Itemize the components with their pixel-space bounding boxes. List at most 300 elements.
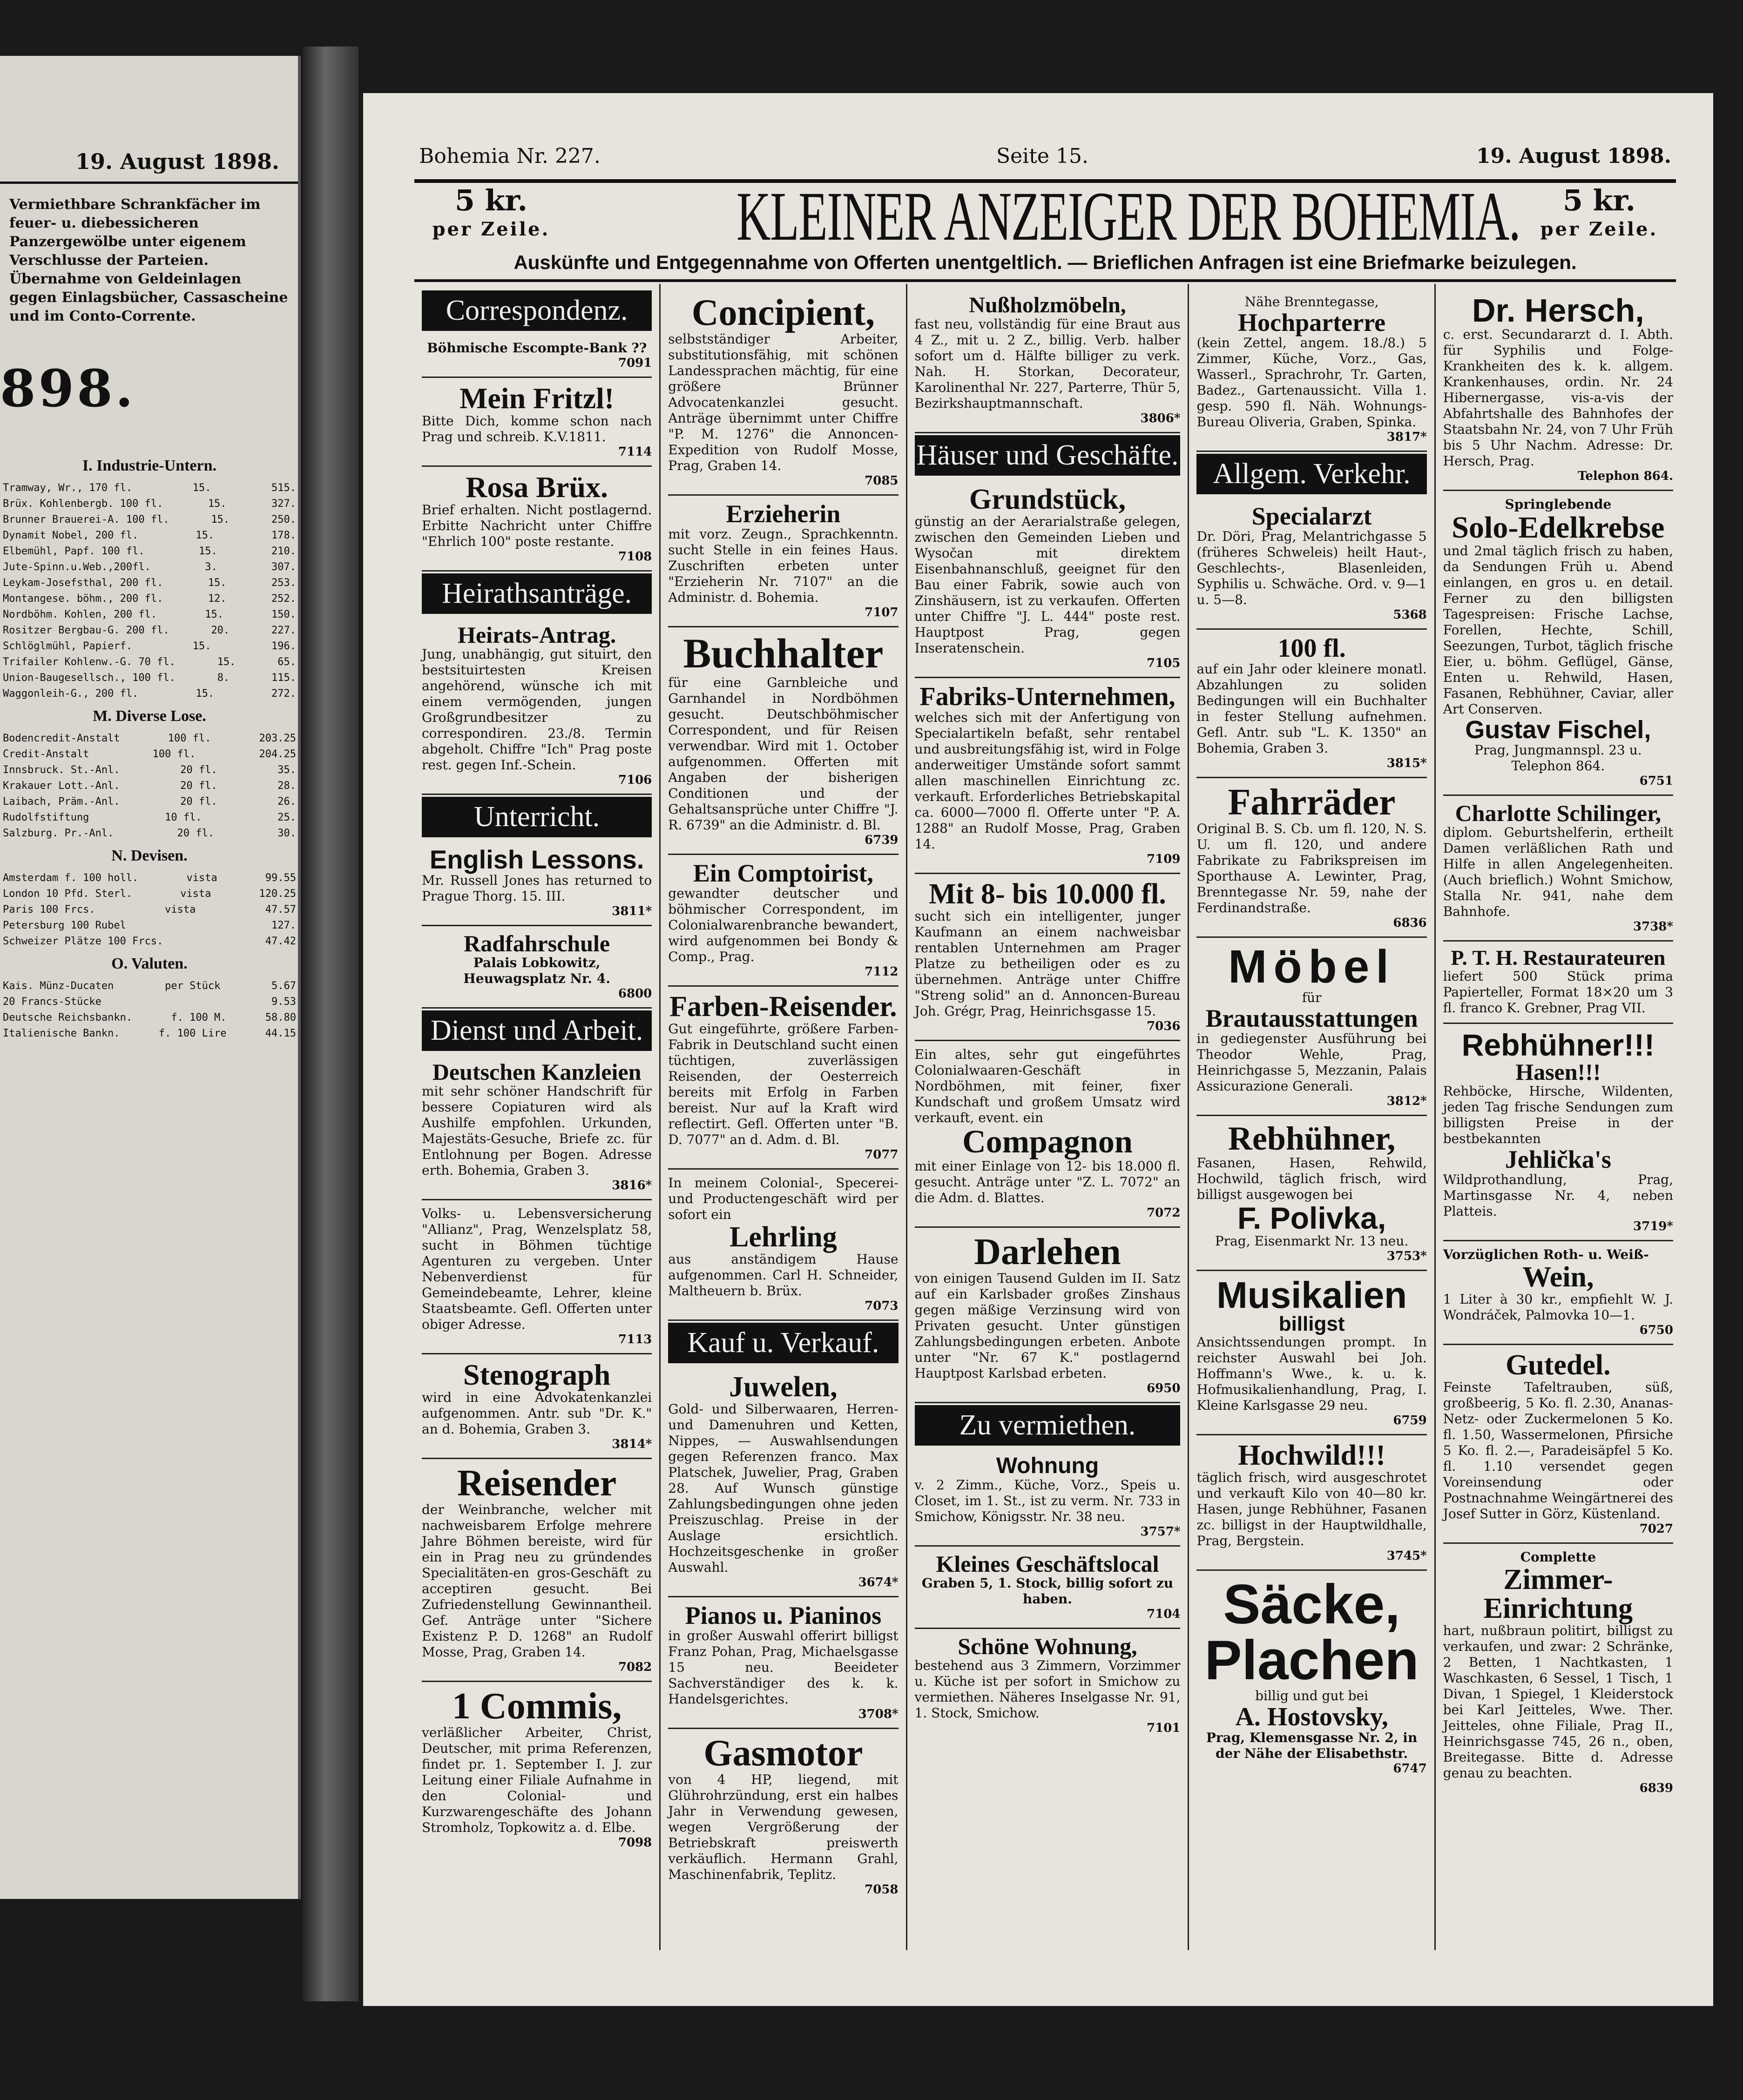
stock-row — [3, 826, 296, 841]
ad-text: 3816* — [612, 1178, 652, 1192]
ad-text: 6839 — [1639, 1781, 1673, 1795]
masthead-rule — [414, 279, 1676, 282]
classified-ad — [668, 855, 898, 987]
ad-text: 3814* — [612, 1437, 652, 1451]
ad-text: Complette — [1520, 1549, 1596, 1565]
ad-text: Salzburg. Pr.-Anl. — [3, 828, 114, 839]
ad-text: 6800 — [618, 987, 652, 1001]
stock-row — [3, 512, 296, 528]
ad-text: 7105 — [1147, 656, 1181, 670]
classified-ad — [915, 874, 1181, 1041]
ad-text: 327. — [271, 498, 296, 510]
ad-text: aus anständigem Hause aufgenommen. Carl H. Schneider, Maltheuern b. Brüx. — [668, 1252, 899, 1299]
ad-text: 7027 — [1639, 1522, 1673, 1536]
ad-text: 15. — [217, 656, 236, 668]
left-page-date: 19. August 1898. — [75, 149, 279, 174]
price-right — [1522, 183, 1676, 244]
page-number: Seite 15. — [996, 144, 1088, 168]
section-heading: Allgem. Verkehr. — [1196, 454, 1426, 494]
ad-text: In meinem Colonial-, Specerei- und Productengeschäft wird per sofort ein — [668, 1175, 899, 1222]
ad-text: Vorzüglichen Roth- u. Weiß- — [1443, 1247, 1649, 1262]
ad-text: Solo-Edelkrebse — [1452, 511, 1665, 545]
ad-text: billig und gut bei — [1255, 1688, 1369, 1703]
ad-text: vista — [165, 904, 196, 915]
ad-text: Möbel — [1228, 941, 1396, 993]
ad-text: Gut eingeführte, größere Farben-Fabrik in Deutschland sucht einen tüchtigen, zuverlässigen Reisenden, der Oesterreich bereits mit Erfolg in Farben bereist. Nur auf la Kraft wird reflectirt. Gefl. Offerten unter "B. D. 7077" an d. Adm. d. Bl. — [668, 1021, 899, 1147]
ad-text: Gold- und Silberwaaren, Herren- und Damenuhren und Ketten, Nippes, — Auswahlsendungen gegen Referenzen franco. Max Platschek, Juwelier, Prag, Graben 28. Auf Wunsch günstige Zahlungsbedingungen ohne jeden Preiszuschlag. Preise in der Auslage ersichtlich. Hochzeitsgeschenke in großer Auswahl. — [668, 1401, 899, 1575]
ad-text: 15. — [208, 498, 227, 510]
ad-text: 9.53 — [271, 996, 296, 1008]
ad-text: 15. — [208, 577, 227, 589]
ad-text: Laibach, Präm.-Anl. — [3, 796, 120, 808]
ad-text: Mein Fritzl! — [459, 382, 615, 415]
ad-text: 7112 — [865, 965, 899, 979]
stock-list — [3, 451, 296, 1042]
ad-text: Kleines Geschäftslocal — [936, 1551, 1159, 1577]
ad-text: billigst — [1278, 1312, 1345, 1335]
ad-text: 307. — [271, 561, 296, 573]
ad-text: Grundstück, — [969, 484, 1126, 515]
ad-text: London 10 Pfd. Sterl. — [3, 888, 133, 900]
ad-text: Graben 5, 1. Stock, billig sofort zu haben. — [921, 1575, 1174, 1607]
classified-ad — [915, 1449, 1181, 1547]
ad-text: 7114 — [618, 445, 652, 459]
ad-text: 203.25 — [259, 733, 296, 744]
ad-text: Wohnung — [996, 1454, 1099, 1478]
ad-text: Mit 8- bis 10.000 fl. — [929, 878, 1166, 910]
classified-ad — [422, 378, 652, 467]
ad-text: Schweizer Plätze 100 Frcs. — [3, 936, 163, 947]
ad-text: Elbemühl, Papf. 100 fl. — [3, 545, 145, 557]
classified-ad — [915, 1629, 1181, 1742]
ad-text: 3757* — [1140, 1525, 1181, 1539]
ad-text: Fahrräder — [1228, 782, 1396, 823]
ad-text: Dr. Döri, Prag, Melantrichgasse 5 (früheres Schweleis) heilt Haut-, Geschlechts-, Blasenleiden, Syphilis u. Schwäche. Ord. v. 9—1 u. 5—8. — [1196, 529, 1427, 607]
stock-row — [3, 686, 296, 702]
ad-text: Rudolfstiftung — [3, 812, 89, 823]
ad-text: Specialarzt — [1251, 502, 1372, 530]
stock-row — [3, 810, 296, 826]
ad-text: vista — [180, 888, 211, 900]
ad-text: 44.15 — [265, 1028, 296, 1039]
ad-text: Hochwild!!! — [1238, 1440, 1386, 1471]
ad-text: Prag, Klemensgasse Nr. 2, in der Nähe der Elisabethstr. — [1206, 1730, 1418, 1761]
ad-text: für eine Garnbleiche und Garnhandel in Nordböhmen gesucht. Deutschböhmischer Correspondent, und für Reisen verwendbar. Wird mit 1. October aufgenommen. Offerten mit Angaben der bisherigen Conditionen und der Gehaltsansprüche unter Chiffre "J. R. 6739" an die Administr. d. Bl. — [668, 675, 899, 833]
ad-text: 3815* — [1386, 756, 1427, 770]
ad-text: 3708* — [858, 1707, 899, 1721]
ad-text: Deutsche Reichsbankn. — [3, 1012, 133, 1023]
ad-text: Nordböhm. Kohlen, 200 fl. — [3, 609, 157, 620]
ad-text: Säcke, — [1223, 1573, 1400, 1636]
ad-text: 1 Commis, — [452, 1686, 622, 1727]
ad-text: 6750 — [1639, 1323, 1673, 1337]
ad-text: Juwelen, — [729, 1371, 838, 1403]
left-page-fragment — [0, 56, 301, 1899]
ad-text: 3674* — [858, 1575, 899, 1589]
column-5 — [1436, 284, 1681, 1950]
classified-ad — [1196, 778, 1426, 938]
classified-ad — [1196, 289, 1426, 452]
stock-row — [3, 607, 296, 623]
ad-text: Schlöglmühl, Papierf. — [3, 640, 133, 652]
ad-text: 6950 — [1147, 1381, 1181, 1395]
section-heading: Unterricht. — [422, 797, 652, 837]
ad-text: 115. — [271, 672, 296, 684]
ad-text: Dynamit Nobel, 200 fl. — [3, 530, 139, 541]
ad-text: täglich frisch, wird ausgeschrotet und verkauft Kilo von 40—80 kr. Hasen, junge Rebhühner, Fasanen zc. billigst in der Hauptwildhalle, Prag, Bergstein. — [1196, 1470, 1427, 1548]
section-heading: Häuser und Geschäfte. — [915, 435, 1181, 476]
section-heading: Zu vermiethen. — [915, 1405, 1181, 1446]
classified-ad — [1443, 942, 1673, 1024]
ad-text: 7106 — [618, 773, 652, 787]
stock-row — [3, 1026, 296, 1042]
ad-text: Zimmer-Einrichtung — [1483, 1564, 1633, 1624]
ad-text: Rebhühner!!! — [1461, 1028, 1655, 1062]
ad-text: Credit-Anstalt — [3, 748, 89, 760]
classified-ad — [915, 678, 1181, 874]
issue-date: 19. August 1898. — [1476, 144, 1671, 168]
ad-text: 15. — [196, 530, 215, 541]
ad-text: Charlotte Schilinger, — [1455, 800, 1662, 826]
classified-ad — [422, 841, 652, 926]
classified-ad — [1443, 796, 1673, 942]
ad-text: P. T. H. Restaurateuren — [1451, 946, 1666, 969]
classified-ad — [1443, 289, 1673, 491]
ad-text: 7073 — [865, 1299, 899, 1313]
ad-text: mit vorz. Zeugn., Sprachkenntn. sucht Stelle in ein feines Haus. Zuschriften erbeten unter "Erzieherin Nr. 7107" an die Administr. d. Bohemia. — [668, 526, 899, 605]
ad-text: 35. — [277, 764, 296, 776]
ad-text: Bitte Dich, komme schon nach Prag und schreib. K.V.1811. — [422, 413, 652, 444]
ad-text: Mr. Russell Jones has returned to Prague Thorg. 15. III. — [422, 873, 652, 904]
ad-text: 204.25 — [259, 748, 296, 760]
ad-text: 515. — [271, 482, 296, 494]
ad-text: 15. — [192, 482, 211, 494]
stock-row — [3, 731, 296, 747]
ad-text: per Stück — [165, 980, 221, 992]
column-2 — [661, 284, 907, 1950]
classified-ad — [668, 987, 898, 1170]
ad-text: 227. — [271, 625, 296, 636]
ad-text: 25. — [277, 812, 296, 823]
classified-ad — [422, 1055, 652, 1200]
ad-text: 150. — [271, 609, 296, 620]
stock-row — [3, 496, 296, 512]
ad-text: 10 fl. — [165, 812, 202, 823]
ad-text: 15. — [192, 640, 211, 652]
ad-text: selbstständiger Arbeiter, substitutionsfähig, mit schönen Landessprachen mächtig, für eine größere Brünner Advocatenkanzlei gesucht. Anträge übernimmt unter Chiffre "P. M. 1276" die Annoncen-Expedition von Rudolf Mosse, Prag, Graben 14. — [668, 331, 899, 473]
classified-ad — [668, 1170, 898, 1321]
classified-ad — [1196, 1271, 1426, 1435]
ad-text: v. 2 Zimm., Küche, Vorz., Speis u. Closet, im 1. St., ist zu verm. Nr. 733 in Smichow, Königsstr. Nr. 38 neu. — [914, 1477, 1181, 1524]
ad-text: Feinste Tafeltrauben, süß, großbeerig, 5 Ko. fl. 2.30, Ananas-Netz- oder Zuckermelonen 5 Ko. fl. 1.50, Wassermelonen, Pfirsiche 5 Ko. fl. 2.—, Paradeisäpfel 5 Ko. fl. 1.10 versendet gegen Voreinsendung oder Postnachnahme Weingärtnerei des Josef Sutter in Görz, Küstenland. — [1443, 1380, 1673, 1521]
ad-text: Wildprothandlung, Prag, Martinsgasse Nr. 4, neben Platteis. — [1443, 1172, 1673, 1219]
stock-row — [3, 918, 296, 934]
ad-text: 6836 — [1393, 916, 1427, 930]
ad-text: 252. — [271, 593, 296, 605]
ad-text: 6739 — [865, 833, 899, 847]
classified-ad — [422, 467, 652, 572]
ad-text: c. erst. Secundararzt d. I. Abth. für Syphilis und Folge-Krankheiten des k. k. allgem. Krankenhauses, ordin. Nr. 24 Hibernergasse, vis-a-vis der Abfahrtshalle des Bahnhofes der Staatsbahn Nr. 24, von 7 Uhr Früh bis 5 Uhr Nachm. Adresse: Dr. Hersch, Prag. — [1443, 327, 1673, 469]
ad-text: 7085 — [865, 474, 899, 488]
ad-text: Innsbruck. St.-Anl. — [3, 764, 120, 776]
classified-columns — [414, 284, 1681, 1950]
ad-text: 7101 — [1147, 1721, 1181, 1735]
ad-text: Gutedel. — [1506, 1349, 1611, 1381]
ad-text: 3811* — [612, 904, 652, 918]
ad-text: 3745* — [1386, 1549, 1427, 1563]
ad-text: in gediegenster Ausführung bei Theodor Wehle, Prag, Heinrichgasse 5, Mezzanin, Palais Assicurazione Generali. — [1196, 1031, 1427, 1094]
ad-text: 20 fl. — [180, 764, 217, 776]
ad-text: 6747 — [1393, 1762, 1427, 1776]
ad-text: Rosa Brüx. — [466, 471, 608, 504]
ad-text: Wein, — [1522, 1261, 1594, 1293]
classified-ad — [422, 1682, 652, 1856]
ad-text: 47.57 — [265, 904, 296, 915]
ad-text: Lehrling — [729, 1221, 837, 1253]
stock-row — [3, 654, 296, 670]
classified-ad — [668, 627, 898, 855]
stock-row — [3, 670, 296, 686]
section-heading: Dienst und Arbeit. — [422, 1010, 652, 1051]
ad-text: Petersburg 100 Rubel — [3, 920, 126, 931]
classified-ad — [915, 479, 1181, 678]
ad-text: 7098 — [618, 1836, 652, 1850]
classified-ad — [1443, 1345, 1673, 1544]
ad-text: von 4 HP, liegend, mit Glührohrzündung, erst ein halbes Jahr in Verwendung gewesen, wegen Vergrößerung der Betriebskraft preiswerth verkäuflich. Hermann Grahl, Maschinenfabrik, Teplitz. — [668, 1772, 899, 1882]
ad-text: Union-Baugesellsch., 100 fl. — [3, 672, 176, 684]
ad-text: Hasen!!! — [1515, 1059, 1601, 1085]
stock-section-heading: I. Industrie-Untern. — [82, 457, 217, 474]
ad-text: 100 fl. — [168, 733, 211, 744]
ad-text: 272. — [271, 688, 296, 700]
stock-row — [3, 870, 296, 886]
ad-text: vista — [186, 872, 217, 884]
price-left — [414, 183, 568, 244]
ad-text: Fasanen, Hasen, Rehwild, Hochwild, täglich frisch, wird billigst ausgewogen bei — [1196, 1155, 1427, 1202]
classified-ad — [1196, 938, 1426, 1116]
ad-text: 7109 — [1147, 852, 1181, 866]
classified-ad — [915, 1228, 1181, 1403]
ad-text: Brautausstattungen — [1205, 1004, 1418, 1032]
ad-text: 7091 — [618, 356, 652, 370]
ad-text: 20 fl. — [180, 780, 217, 792]
stock-row — [3, 639, 296, 654]
ad-text: Jehlička's — [1505, 1145, 1611, 1173]
classified-ad — [1196, 498, 1426, 630]
stock-row — [3, 994, 296, 1010]
stock-row — [3, 544, 296, 559]
classified-ad — [1443, 491, 1673, 796]
ad-text: wird in eine Advokatenkanzlei aufgenommen. Antr. sub "Dr. K." an d. Bohemia, Graben 3. — [422, 1390, 652, 1437]
section-heading: Kauf u. Verkauf. — [668, 1323, 898, 1363]
stock-row — [3, 778, 296, 794]
classified-ad — [1443, 1544, 1673, 1802]
ad-text: Nußholzmöbeln, — [969, 293, 1126, 317]
ad-text: 7036 — [1147, 1019, 1181, 1033]
classified-ad — [1196, 1571, 1426, 1782]
ad-text: Montangese. böhm., 200 fl. — [3, 593, 163, 605]
ad-text: Rebhühner, — [1228, 1120, 1396, 1157]
ad-text: Prag, Eisenmarkt Nr. 13 neu. — [1215, 1233, 1409, 1249]
ad-text: 7113 — [618, 1333, 652, 1346]
ad-text: 178. — [271, 530, 296, 541]
ad-text: Erzieherin — [726, 500, 841, 528]
stock-row — [3, 886, 296, 902]
ad-text: f. 100 M. — [171, 1012, 227, 1023]
classified-ad — [1196, 1116, 1426, 1271]
ad-text: Stenograph — [463, 1358, 611, 1391]
ad-text: und 2mal täglich frisch zu haben, da Sendungen Früh u. Abend einlangen, en gros u. en detail. Ferner zu den billigsten Tagespreisen: Frische Lachse, Forellen, Hechte, Schill, Seezungen, Turbot, täglich frische Eier, u. böhm. Geflügel, Gänse, Enten u. Rehwild, Hasen, Fasanen, Rebhühner, Caviar, aller Art Conserven. — [1443, 543, 1673, 717]
classified-ad — [422, 1200, 652, 1354]
ad-text: Hochparterre — [1238, 309, 1386, 337]
ad-text: Dr. Hersch, — [1472, 292, 1644, 329]
ad-text: 20 fl. — [180, 796, 217, 808]
ad-text: Heirats-Antrag. — [458, 622, 616, 648]
ad-text: 7058 — [865, 1883, 899, 1897]
left-page-notice: Vermiethbare Schrankfächer im feuer- u. diebessicheren Panzergewölbe unter eigenem Verschlusse der Parteien. Übernahme von Geldeinlagen gegen Einlagsbücher, Cassascheine und im Conto-Corrente. — [9, 196, 288, 324]
ad-text: Pianos u. Pianinos — [685, 1602, 882, 1629]
ad-text: 3817* — [1386, 430, 1427, 444]
ad-text: Plachen — [1204, 1629, 1419, 1691]
ad-text: A. Hostovsky, — [1235, 1703, 1388, 1731]
classified-ad — [1443, 1024, 1673, 1241]
stock-row — [3, 575, 296, 591]
section-heading: Heirathsanträge. — [422, 573, 652, 614]
ad-text: 28. — [277, 780, 296, 792]
ad-text: Buchhalter — [683, 631, 884, 677]
ad-text: 7108 — [618, 550, 652, 564]
stock-row — [3, 1010, 296, 1026]
ad-text: 15. — [198, 545, 217, 557]
ad-text: in großer Auswahl offerirt billigst Franz Pohan, Prag, Michaelsgasse 15 neu. Beeideter Sachverständiger des k. k. Handelsgerichtes. — [668, 1628, 899, 1707]
ad-text: 15. — [205, 609, 223, 620]
stock-row — [3, 559, 296, 575]
ad-text: 20 Francs-Stücke — [3, 996, 101, 1008]
ad-text: Kais. Münz-Ducaten — [3, 980, 114, 992]
section-heading: Correspondenz. — [422, 290, 652, 331]
ad-text: mit einer Einlage von 12- bis 18.000 fl. gesucht. Anträge unter "Z. L. 7072" an die Adm. d. Blattes. — [914, 1158, 1181, 1205]
ad-text: 3719* — [1633, 1219, 1673, 1233]
stock-section-heading: M. Diverse Lose. — [93, 707, 206, 725]
masthead-subtitle: Auskünfte und Entgegennahme von Offerten unentgeltlich. — Brieflichen Anfragen ist eine Briefmarke beizulegen. — [513, 251, 1577, 273]
classified-ad — [422, 1354, 652, 1459]
ad-text: 250. — [271, 514, 296, 525]
ad-text: Jung, unabhängig, gut situirt, den bestsituirtesten Kreisen angehörend, wünsche ich mit einem vermögenden, jungen Großgrundbesitzer zu correspondiren. 23./8. Termin abgeholt. Chiffre "Ich" Prag poste rest. gegen Inf.-Schein. — [422, 646, 652, 773]
ad-text: Concipient, — [691, 292, 875, 333]
stock-row — [3, 934, 296, 949]
ad-text: (kein Zettel, angem. 18./8.) 5 Zimmer, Küche, Vorz., Gas, Wasserl., Sprachrohr, Tr. Garten, Badez., Gartenaussicht. Villa 1. gesp. 590 fl. Näh. Wohnungs-Bureau Oliveria, Graben, Spinka. — [1196, 335, 1427, 430]
stock-row — [3, 978, 296, 994]
ad-text: liefert 500 Stück prima Papierteller, Format 18×20 um 3 fl. franco K. Grebner, Prag VII. — [1443, 969, 1673, 1016]
classified-ad — [668, 496, 898, 627]
ad-text: 15. — [211, 514, 230, 525]
classified-ad — [915, 1041, 1181, 1228]
column-1 — [414, 284, 661, 1950]
ad-text: der Weinbranche, welcher mit nachweisbarem Erfolge mehrere Jahre Böhmen bereiste, wird für ein in Prag neu zu gründendes Specialitäten-en gros-Geschäft zu acceptiren gesucht. Bei Zufriedenstellung Gewinnantheil. Gef. Anträge unter "Sichere Existenz P. D. 1268" an Rudolf Mosse, Prag, Graben 14. — [422, 1502, 652, 1660]
ad-text: 7072 — [1147, 1206, 1181, 1220]
classified-ad — [668, 1597, 898, 1729]
stock-row — [3, 623, 296, 639]
ad-text: 20. — [211, 625, 230, 636]
ad-text: verläßlicher Arbeiter, Christ, Deutscher, mit prima Referenzen, findet pr. 1. September I. J. zur Leitung einer Filiale Aufnahme in den Colonial- und Kurzwarengeschäfte des Johann Stromholz, Topkowitz a. d. Elbe. — [422, 1725, 652, 1835]
ad-text: 100 fl. — [1277, 634, 1346, 663]
stock-section-heading: O. Valuten. — [111, 955, 188, 972]
ad-text: 6759 — [1393, 1413, 1427, 1427]
ad-text: Brief erhalten. Nicht postlagernd. Erbitte Nachricht unter Chiffre "Ehrlich 100" poste restante. — [422, 502, 652, 549]
ad-text: Original B. S. Cb. um fl. 120, N. S. U. um fl. 120, und andere Fabrikate zu Fabrikspreisen im Sporthause A. Lewinter, Prag, Brenntegasse Nr. 59, nahe der Ferdinandstraße. — [1196, 821, 1427, 915]
ad-text: Fabriks-Unternehmen, — [919, 682, 1176, 711]
ad-text: Böhmische Escompte-Bank ?? — [427, 340, 647, 356]
classified-ad — [915, 1547, 1181, 1629]
ad-text: Jute-Spinn.u.Web.,200fl. — [3, 561, 151, 573]
ad-text: Paris 100 Frcs. — [3, 904, 95, 915]
issue-number: Bohemia Nr. 227. — [419, 144, 601, 168]
ad-text: 3738* — [1633, 920, 1673, 934]
ad-text: Brüx. Kohlenbergb. 100 fl. — [3, 498, 163, 510]
ad-text: 7082 — [618, 1660, 652, 1674]
ad-text: Musikalien — [1216, 1274, 1407, 1316]
masthead-title: KLEINER ANZEIGER DER BOHEMIA. — [736, 178, 1520, 255]
ad-text: 127. — [271, 920, 296, 931]
ad-text: Springlebende — [1505, 497, 1612, 512]
ad-text: Telephon 864. — [1577, 469, 1673, 483]
ad-text: f. 100 Lire — [158, 1028, 227, 1039]
ad-text: Deutschen Kanzleien — [432, 1059, 642, 1085]
ad-text: Prag, Jungmannspl. 23 u. Telephon 864. — [1474, 742, 1642, 774]
ad-text: 58.80 — [265, 1012, 296, 1023]
ad-text: für — [1302, 990, 1322, 1005]
classified-ad — [422, 1459, 652, 1682]
classified-ad — [422, 618, 652, 795]
ad-text: mit sehr schöner Handschrift für bessere Copiaturen wird als Aushilfe empfohlen. Urkunden, Majestäts-Gesuche, Briefe zc. für Entlohnung per Bogen. Adresse erth. Bohemia, Graben 3. — [422, 1084, 652, 1178]
stock-row — [3, 528, 296, 544]
ad-text: Ein Comptoirist, — [693, 859, 873, 887]
ad-text: 8. — [217, 672, 230, 684]
ad-text: 99.55 — [265, 872, 296, 884]
ad-text: Bodencredit-Anstalt — [3, 733, 120, 744]
ad-text: per Zeile. — [432, 218, 550, 240]
ad-text: 15. — [196, 688, 215, 700]
classified-ad — [1196, 630, 1426, 778]
ad-text: fast neu, vollständig für eine Braut aus 4 Z., mit u. 2 Z., billig. Verb. halber sofort um d. Hälfte billiger zu verk. Nah. H. Storkan, Decorateur, Karolinenthal Nr. 227, Parterre, Thür 5, Bezirkshauptmannschaft. — [914, 316, 1181, 411]
ad-text: 6751 — [1639, 774, 1673, 788]
left-page-rule — [0, 182, 298, 184]
ad-text: 7107 — [865, 606, 899, 619]
ad-text: Italienische Bankn. — [3, 1028, 120, 1039]
column-4 — [1189, 284, 1435, 1950]
ad-text: Tramway, Wr., 170 fl. — [3, 482, 133, 494]
ad-text: 65. — [277, 656, 296, 668]
classified-ad — [1196, 1435, 1426, 1571]
ad-text: 7104 — [1147, 1607, 1181, 1621]
page-header — [419, 144, 1671, 177]
ad-text: 100 fl. — [152, 748, 196, 760]
ad-text: 5 kr. — [454, 183, 528, 217]
ad-text: gewandter deutscher und böhmischer Correspondent, im Colonialwarenbranche bewandert, wird aufgenommen bei Bondy & Comp., Prag. — [668, 886, 899, 964]
ad-text: günstig an der Aerarialstraße gelegen, zwischen den Gemeinden Lieben und Wysočan mit direktem Eisenbahnanschluß, geeignet für den Bau einer Fabrik, sowie auch von Zinshäusern, ist zu verkaufen. Offerten unter Chiffre "J. L. 444" poste rest. Hauptpost Prag, gegen Inseratenschein. — [914, 514, 1181, 656]
ad-text: Ansichtssendungen prompt. In reichster Auswahl bei Joh. Hoffmann's Wwe., k. u. k. Hofmusikalienhandlung, Prag, I. Kleine Karlsgasse 29 neu. — [1196, 1334, 1427, 1413]
ad-text: Gasmotor — [703, 1733, 863, 1774]
ad-text: 7077 — [865, 1148, 899, 1162]
ad-text: Rehböcke, Hirsche, Wildenten, jeden Tag frische Sendungen zum billigsten Preise in der bestbekannten — [1443, 1084, 1673, 1146]
book-binding — [303, 47, 358, 2001]
ad-text: auf ein Jahr oder kleinere monatl. Abzahlungen zu soliden Bedingungen will ein Buchhalter in fester Stellung aufnehmen. Gefl. Antr. sub "L. K. 1350" an Bohemia, Graben 3. — [1196, 661, 1427, 756]
ad-text: Schöne Wohnung, — [958, 1633, 1137, 1659]
ad-text: diplom. Geburtshelferin, ertheilt Damen verläßlichen Rath und Hilfe in allen Angelegenheiten. (Auch brieflich.) Wohnt Smichow, Stalla Nr. 941, nahe dem Bahnhofe. — [1443, 825, 1673, 919]
ad-text: 26. — [277, 796, 296, 808]
classified-ad — [668, 289, 898, 496]
masthead — [414, 178, 1676, 255]
